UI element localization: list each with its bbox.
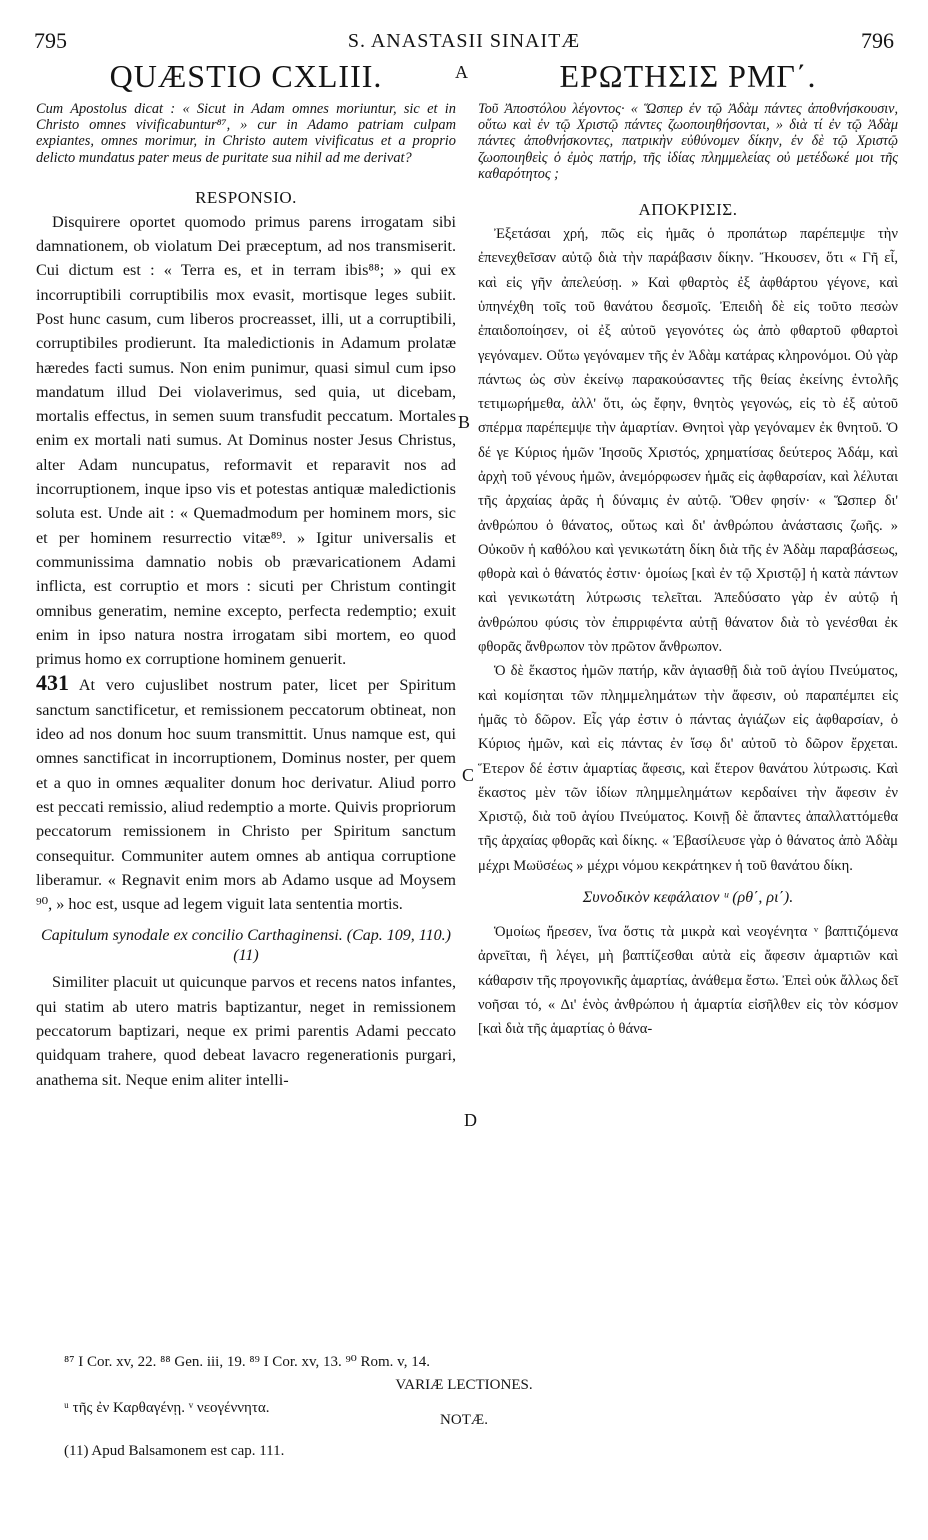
notae-text: (11) Apud Balsamonem est cap. 111. bbox=[64, 1443, 285, 1459]
page-number-left: 795 bbox=[34, 28, 67, 53]
margin-letter-c: C bbox=[462, 765, 475, 785]
column-number-431: 431 bbox=[36, 670, 69, 696]
greek-paragraph-2: Ὁ δὲ ἕκαστος ἡμῶν πατήρ, κἂν ἁγιασθῇ διὰ τοῦ ἁγίου Πνεύματος, καὶ κομίσηται τῶν πλημμελημάτων τὴν ἄφεσιν, οὐ παραπέμπει εἰς ἡμᾶς τὸ δῶρον. Εἷς γάρ ἐστιν ὁ πάντας ἁγιάζων εἰς ἀφθαρσίαν, ὁ Κύριος ἡμῶν, καὶ εἰς πάντας ἐν ἴσῳ δι' αὐτοῦ τὸ δῶρον ἔρχεται. Ἕτερον δέ ἐστιν ἁμαρτίας ἄφεσις, καὶ ἕτερον θανάτου λύτρωσις. Καὶ ἕκαστος μὲν τῶν ἰδίων πλημμελημάτων κερδαίνει τὴν ἄφεσιν ἐν Χριστῷ, διὰ τοῦ ἁγίου Πνεύματος. Κοινῇ δὲ ἅπαντες ἀπαλλαττόμεθα τῆς ἀρχαίας φθορᾶς καὶ δίκης. « Ἐβασίλευσε γὰρ ὁ θάνατος ἀπὸ Ἀδὰμ μέχρι Μωϋσέως » μέχρι νόμου κεκράτηκεν ἡ τοῦ θανάτου δίκη. bbox=[478, 663, 898, 874]
latin-paragraph-3: Similiter placuit ut quicunque parvos et recens natos infantes, qui statim ab utero matris baptizantur, neget in remissionem peccatorum baptizari, neque ex primi parentis Adami peccato quidquam trahere, quod debeat lavacro regenerationis purgari, anathema sit. Neque enim aliter intelli- bbox=[36, 973, 456, 1089]
greek-paragraph-3: Ὁμοίως ἤρεσεν, ἵνα ὅστις τὰ μικρὰ καὶ νεογένητα ᵛ βαπτιζόμενα ἀρνεῖται, ἢ λέγει, μὴ βαπτίζεσθαι αὐτὰ εἰς ἄφεσιν ἁμαρτιῶν καὶ κάθαρσιν τῆς προγονικῆς ἁμαρτίας, ἀνάθεμα ἔστω. Ἐπεὶ οὐκ ἄλλως δεῖ νοῆσαι τό, « Δι' ἑνὸς ἀνθρώπου ἡ ἁμαρτία εἰσῆλθεν εἰς τὸν κόσμον [καὶ διὰ τῆς ἁμαρτίας ὁ θάνα- bbox=[478, 924, 898, 1038]
running-head: S. ANASTASII SINAITÆ bbox=[347, 30, 581, 52]
variae-lectiones-text: ᵘ τῆς ἐν Καρθαγένῃ. ᵛ νεογέννητα. bbox=[64, 1400, 270, 1416]
latin-paragraph-2: At vero cujuslibet nostrum pater, licet per Spiritum sanctum sanctificetur, et remissionem peccatorum obtineat, non ideo ad nos donum hoc suum transmittit. Unus namque est, qui omnes sanctificat in incorruptionem, Dominus noster, per quem et a quo in omnes æqualiter donum hoc derivatur. Aliud porro est peccati remissio, aliud redemptio a morte. Quivis propriorum peccatorum remissionem in Christo per Spiritum sanctum consequitur. Communiter autem omnes ab antiqua corruptione liberamur. « Regnavit enim mors ab Adamo usque ad Moysem ⁹⁰, » hoc est, usque ad legem viguit lata sententia mortis. bbox=[36, 676, 456, 914]
greek-question-text: Τοῦ Ἀποστόλου λέγοντος· « Ὥσπερ ἐν τῷ Ἀδὰμ πάντες ἀποθνήσκουσιν, οὕτω καὶ ἐν τῷ Χριστῷ πάντες ζωοποιηθήσονται, » διὰ τί ἐν τῷ Ἀδὰμ πάντες ἀποθνήσκοντες, πατρικὴν εὐθύνομεν δίκην, ἐν δὲ τῷ Χριστῷ ζωοποιηθεὶς ὁ ἐμὸς πατήρ, τῆς ἰδίας πλημμελείας οὐ μετέδωκέ μοι τῆς καθαρότητος ; bbox=[478, 101, 898, 182]
margin-letter-b: B bbox=[458, 412, 471, 432]
latin-question-text: Cum Apostolus dicat : « Sicut in Adam omnes moriuntur, sic et in Christo omnes vivificabuntur⁸⁷, » cur in Adamo patriam culpam expiantes, omnes morimur, in Christo autem vivificatus et a proprio delicto mundatus pater meus de puritate sua nihil ad me derivat? bbox=[36, 101, 456, 166]
margin-letter-a: A bbox=[455, 62, 468, 82]
greek-paragraph-1: Ἐξετάσαι χρή, πῶς εἰς ἡμᾶς ὁ προπάτωρ παρέπεμψε τὴν ἐπενεχθεῖσαν αὐτῷ διὰ τὴν παράβασιν δίκην. Ἤκουσεν, ὅτι « Γῆ εἶ, καὶ εἰς γῆν ἀπελεύσῃ. » Καὶ φθαρτὸς ἐξ ἀφθάρτου γέγονε, καὶ ὑπηνέχθη τοῖς τοῦ θανάτου δεσμοῖς. Ἐπειδὴ δὲ εἰς τοῦτο πεσὼν ἐπαιδοποίησεν, οἱ ἐξ αὐτοῦ γεγονότες ὡς ἀπὸ φθαρτοῦ φθαρτοὶ γεγόναμεν. Οὕτω γεγόναμεν τῆς ἐν Ἀδὰμ κατάρας κληρονόμοι. Οὐ γὰρ πάντως ὡς σὺν ἐκείνῳ παρακούσαντες τῆς θείας ἐκείνης ἐντολῆς τετιμωρήμεθα, ἀλλ' ὅτι, ὡς ἔφην, θνητὸς γεγονώς, εἰς τὸ ἐξ αὐτοῦ σπέρμα παρέπεμψε τὴν ἁμαρτίαν. Θνητοὶ γὰρ γεγόναμεν ἐκ θνητοῦ. Ὁ δέ γε Κύριος ἡμῶν Ἰησοῦς Χριστός, χρηματίσας δεύτερος Ἀδάμ, καὶ ἀρχὴ τοῦ γένους ἡμῶν, ἀνεμόρφωσεν ἡμᾶς εἰς ἀφθαρσίαν, καὶ λέλυται τῆς ἀρχαίας ἀρᾶς ἡ δύναμις ἐν αὐτῷ. Ὅθεν φησίν· « Ὥσπερ δι' ἀνθρώπου ὁ θάνατος, οὕτως καὶ δι' ἀνθρώπου ἀνάστασις ζωῆς. » Οὐκοῦν ἡ καθόλου καὶ γενικωτάτη δίκη διὰ τῆς ἐν Ἀδὰμ παραβάσεως, φθορὰ καὶ ὁ θάνατός ἐστιν· ὁμοίως [καὶ ἐν τῷ Χριστῷ] ἡ κατὰ πάντων καὶ γενικωτάτη λύτρωσις τελεῖται. Ἀπεδύσατο γὰρ ἐν αὐτῷ ἡ ἀνθρώπου φύσις τὸν ἐπιρριφέντα αὐτῇ θάνατον διὰ τὸ γενέσθαι ἐκ φθορᾶς ἄνθρωπον τὸν πρῶτον ἄνθρωπον. bbox=[478, 226, 898, 656]
greek-question-title: ΕΡΩΤΗΣΙΣ ΡΜΓ΄. bbox=[559, 58, 817, 94]
latin-question-title: QUÆSTIO CXLIII. bbox=[109, 58, 383, 94]
greek-column bbox=[478, 58, 898, 1042]
latin-column bbox=[36, 58, 456, 1092]
latin-paragraph-1: Disquirere oportet quomodo primus parens irrogatam sibi damnationem, ob violatum Dei præceptum, ad nos transmiserit. Cui dictum est : « Terra es, et in terram ibis⁸⁸; » qui ex incorruptibili corruptibilis mox evasit, mortisque leges subiit. Post hunc casum, cum liberos procreasset, illi, ut a corruptibili, corruptibiles prodierunt. Ita maledictionis in Adamum prolatæ hæredes facti sumus. Non enim punimur, quasi simul cum ipso mandatum illud Dei violaverimus, sed quia, ut dicebam, mortalis effectus, in semen suum transfudit peccatum. Mortales enim ex mortali nati sumus. At Dominus noster Jesus Christus, alter Adam nuncupatus, reformavit et reparavit nos ad incorruptionem, inque ipso vis et potestas antiquæ maledictionis soluta est. Unde ait : « Quemadmodum per hominem mors, sic et per hominem resurrectio vitæ⁸⁹. » Igitur universalis et communissima damnatio nobis ob prævaricationem Adami inflicta, est corruptio et mors : sicuti per Christum contingit omnibus generatim, nemine excepto, perfecta redemptio; exuit enim in ipso natura nostra irrogatam sibi mortem, eo quod primus homo ex corruptione hominem genuerit. bbox=[36, 212, 456, 669]
greek-responsio-heading: ΑΠΟΚΡΙΣΙΣ. bbox=[638, 200, 738, 220]
notae-heading: NOTÆ. bbox=[440, 1412, 488, 1428]
page-number-right: 796 bbox=[861, 28, 894, 53]
latin-chapter-heading: Capitulum synodale ex concilio Carthaginensi. (Cap. 109, 110.) (11) bbox=[41, 927, 451, 965]
margin-letter-d: D bbox=[464, 1110, 477, 1130]
scripture-references: ⁸⁷ I Cor. xv, 22. ⁸⁸ Gen. iii, 19. ⁸⁹ I Cor. xv, 13. ⁹⁰ Rom. v, 14. bbox=[64, 1354, 430, 1370]
latin-responsio-heading: RESPONSIO. bbox=[195, 187, 297, 207]
greek-chapter-heading: Συνοδικὸν κεφάλαιον ᵘ (ρθ΄, ρι΄). bbox=[582, 889, 794, 907]
variae-lectiones-heading: VARIÆ LECTIONES. bbox=[395, 1377, 533, 1393]
